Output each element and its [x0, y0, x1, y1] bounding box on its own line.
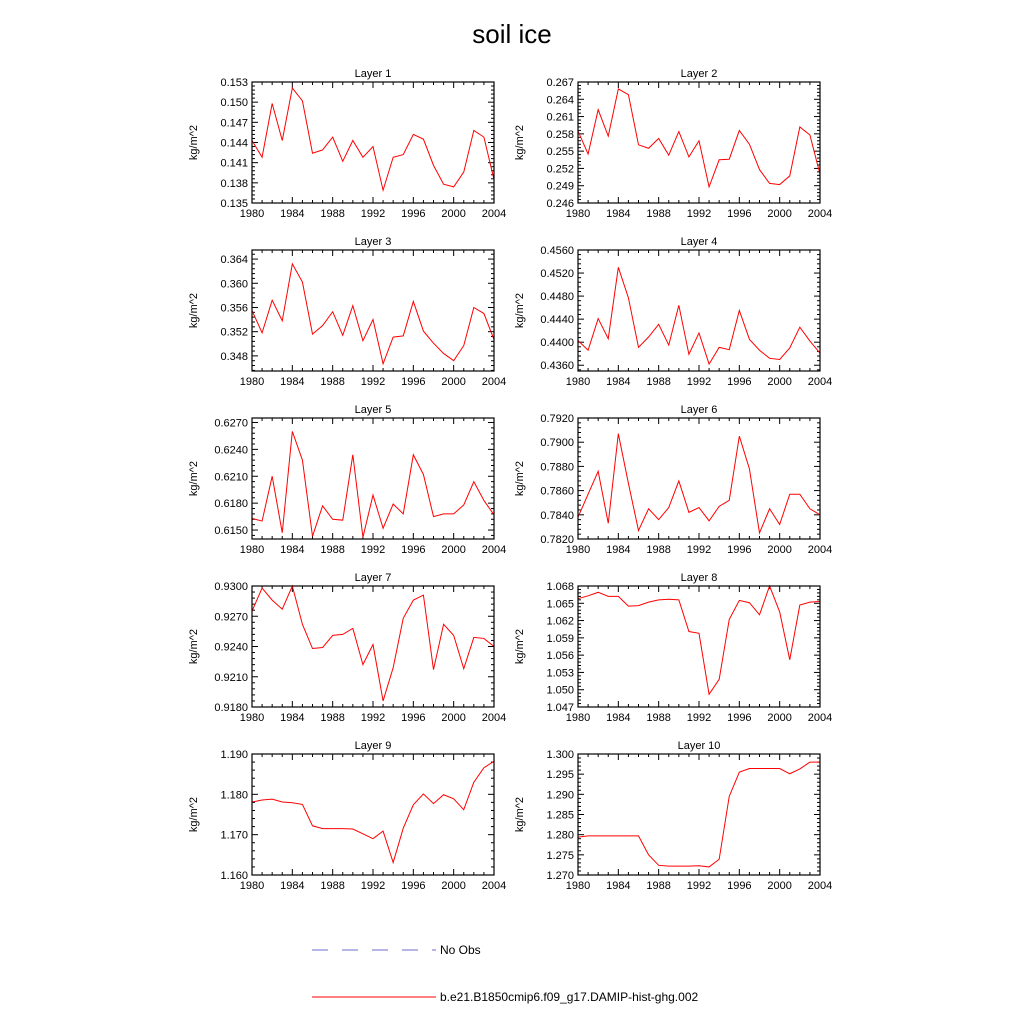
y-tick-label: 0.267 [546, 77, 574, 89]
series-line [578, 267, 820, 364]
x-tick-label: 2000 [441, 208, 466, 220]
x-tick-label: 2000 [767, 544, 792, 556]
series-line [252, 586, 494, 701]
panel-layer-3 [188, 236, 506, 388]
x-tick-label: 2004 [481, 880, 507, 892]
plot-frame [578, 754, 820, 875]
panel-title: Layer 5 [354, 404, 392, 416]
x-tick-label: 1996 [401, 880, 426, 892]
y-tick-label: 1.300 [546, 749, 574, 761]
x-tick-label: 1984 [280, 208, 305, 220]
x-tick-label: 1980 [239, 880, 265, 892]
plot-frame [578, 586, 820, 707]
x-tick-label: 1996 [727, 376, 752, 388]
y-tick-label: 0.7880 [540, 461, 574, 474]
y-tick-label: 0.4400 [540, 337, 574, 350]
y-axis-label: kg/m^2 [514, 124, 526, 161]
x-tick-label: 1988 [646, 880, 671, 892]
legend-item [312, 943, 481, 957]
x-tick-label: 2004 [807, 880, 833, 892]
y-tick-label: 1.059 [546, 632, 574, 645]
y-tick-label: 1.285 [546, 809, 574, 822]
x-tick-label: 1996 [401, 376, 426, 388]
x-tick-label: 1996 [401, 208, 426, 220]
x-tick-label: 1992 [686, 208, 712, 220]
legend-item [312, 990, 698, 1004]
x-tick-label: 1980 [239, 712, 265, 724]
y-tick-label: 0.7820 [540, 534, 574, 546]
y-tick-label: 0.261 [546, 111, 574, 124]
y-tick-label: 0.4440 [540, 314, 574, 327]
series-line [252, 431, 494, 537]
y-tick-label: 0.9270 [214, 611, 248, 624]
y-tick-label: 1.160 [220, 870, 248, 882]
panel-title: Layer 8 [680, 572, 718, 584]
series-line [578, 434, 820, 533]
x-tick-label: 1980 [239, 208, 265, 220]
panel-layer-2 [514, 68, 832, 220]
y-tick-label: 0.264 [546, 94, 574, 107]
y-tick-label: 1.190 [220, 749, 248, 761]
y-tick-label: 1.290 [546, 789, 574, 802]
x-tick-label: 1988 [320, 544, 345, 556]
y-tick-label: 1.295 [546, 769, 574, 782]
y-tick-label: 0.135 [220, 198, 248, 210]
panel-title: Layer 10 [677, 740, 721, 752]
y-tick-label: 0.7920 [540, 413, 574, 425]
plot-frame [252, 82, 494, 203]
panel-title: Layer 1 [354, 68, 392, 80]
panel-layer-4 [514, 236, 832, 388]
x-tick-label: 1984 [606, 376, 631, 388]
panel-layer-5 [188, 404, 506, 556]
panel-layer-8 [514, 572, 832, 724]
y-tick-label: 1.062 [546, 615, 574, 628]
x-tick-label: 1980 [565, 712, 591, 724]
plot-frame [578, 418, 820, 539]
x-tick-label: 1980 [565, 376, 591, 388]
y-axis-label: kg/m^2 [514, 628, 526, 665]
x-tick-label: 2000 [441, 376, 466, 388]
x-tick-label: 1996 [727, 712, 752, 724]
panel-layer-10 [514, 740, 832, 892]
x-tick-label: 2004 [807, 208, 833, 220]
x-tick-label: 2004 [481, 712, 507, 724]
x-tick-label: 1996 [401, 544, 426, 556]
x-tick-label: 1984 [280, 712, 305, 724]
panel-title: Layer 4 [680, 236, 718, 248]
y-tick-label: 0.356 [220, 302, 248, 315]
x-tick-label: 1992 [686, 712, 712, 724]
y-tick-label: 0.249 [546, 180, 574, 193]
x-tick-label: 2004 [481, 544, 507, 556]
x-tick-label: 1996 [727, 208, 752, 220]
x-tick-label: 1984 [606, 208, 631, 220]
x-tick-label: 2004 [807, 376, 833, 388]
y-tick-label: 0.246 [546, 198, 574, 210]
y-axis-label: kg/m^2 [514, 460, 526, 497]
y-tick-label: 1.170 [220, 829, 248, 842]
legend-label: No Obs [440, 943, 481, 957]
series-line [578, 586, 820, 694]
y-tick-label: 0.6240 [214, 444, 248, 457]
y-tick-label: 0.9210 [214, 671, 248, 684]
x-tick-label: 2000 [441, 712, 466, 724]
y-tick-label: 1.275 [546, 849, 574, 862]
x-tick-label: 1988 [646, 208, 671, 220]
legend-label: b.e21.B1850cmip6.f09_g17.DAMIP-hist-ghg.002 [440, 990, 699, 1004]
y-tick-label: 0.6210 [214, 471, 248, 484]
y-axis-label: kg/m^2 [188, 124, 200, 161]
panel-title: Layer 9 [354, 740, 392, 752]
x-tick-label: 1992 [360, 544, 386, 556]
series-line [252, 264, 494, 364]
figure-title: soil ice [472, 19, 552, 49]
y-tick-label: 0.252 [546, 163, 574, 176]
y-tick-label: 1.050 [546, 684, 574, 697]
panel-layer-9 [188, 740, 506, 892]
panel-layer-1 [188, 68, 506, 220]
x-tick-label: 1988 [320, 880, 345, 892]
x-tick-label: 1980 [565, 208, 591, 220]
panel-layer-7 [188, 572, 506, 724]
x-tick-label: 2004 [481, 208, 507, 220]
y-tick-label: 1.270 [546, 870, 574, 882]
y-tick-label: 1.053 [546, 667, 574, 680]
y-axis-label: kg/m^2 [188, 292, 200, 329]
x-tick-label: 1984 [606, 712, 631, 724]
x-tick-label: 1992 [360, 880, 386, 892]
y-tick-label: 0.4560 [540, 245, 574, 257]
y-tick-label: 1.180 [220, 789, 248, 802]
panels [188, 68, 832, 892]
plot-frame [252, 250, 494, 371]
x-tick-label: 1988 [320, 376, 345, 388]
x-tick-label: 2000 [767, 880, 792, 892]
panel-title: Layer 7 [354, 572, 392, 584]
y-tick-label: 0.9240 [214, 641, 248, 654]
y-tick-label: 0.9300 [214, 581, 248, 593]
y-axis-label: kg/m^2 [188, 628, 200, 665]
panel-title: Layer 6 [680, 404, 718, 416]
x-tick-label: 1988 [646, 376, 671, 388]
y-axis-label: kg/m^2 [188, 460, 200, 497]
y-tick-label: 1.280 [546, 829, 574, 842]
x-tick-label: 1980 [239, 376, 265, 388]
y-tick-label: 0.6270 [214, 417, 248, 430]
y-axis-label: kg/m^2 [514, 796, 526, 833]
x-tick-label: 1992 [686, 880, 712, 892]
plot-frame [252, 754, 494, 875]
y-tick-label: 0.150 [220, 97, 248, 110]
x-tick-label: 2000 [767, 376, 792, 388]
x-tick-label: 2004 [481, 376, 507, 388]
y-tick-label: 0.352 [220, 326, 248, 339]
x-tick-label: 2000 [767, 712, 792, 724]
y-tick-label: 1.068 [546, 581, 574, 593]
y-tick-label: 0.6180 [214, 498, 248, 511]
x-tick-label: 1984 [606, 544, 631, 556]
y-tick-label: 0.255 [546, 146, 574, 159]
x-tick-label: 2000 [441, 880, 466, 892]
plot-frame [252, 418, 494, 539]
y-axis-label: kg/m^2 [188, 796, 200, 833]
y-tick-label: 0.258 [546, 128, 574, 141]
x-tick-label: 1984 [606, 880, 631, 892]
x-tick-label: 1996 [727, 544, 752, 556]
legend [312, 943, 698, 1004]
y-tick-label: 0.144 [220, 137, 248, 150]
y-tick-label: 1.056 [546, 650, 574, 663]
x-tick-label: 2000 [767, 208, 792, 220]
y-tick-label: 0.364 [220, 254, 248, 267]
plot-frame [578, 250, 820, 371]
x-tick-label: 1992 [686, 544, 712, 556]
y-tick-label: 0.141 [220, 157, 248, 170]
x-tick-label: 1988 [646, 712, 671, 724]
y-tick-label: 0.6150 [214, 525, 248, 538]
y-tick-label: 1.065 [546, 598, 574, 611]
series-line [578, 762, 820, 867]
y-tick-label: 0.7840 [540, 509, 574, 522]
y-axis-label: kg/m^2 [514, 292, 526, 329]
x-tick-label: 1988 [646, 544, 671, 556]
y-tick-label: 0.4520 [540, 268, 574, 281]
x-tick-label: 1996 [401, 712, 426, 724]
x-tick-label: 2004 [807, 544, 833, 556]
x-tick-label: 1992 [360, 712, 386, 724]
panel-layer-6 [514, 404, 832, 556]
y-tick-label: 0.147 [220, 117, 248, 130]
x-tick-label: 1984 [280, 880, 305, 892]
y-tick-label: 0.7900 [540, 437, 574, 450]
x-tick-label: 1988 [320, 208, 345, 220]
x-tick-label: 1980 [565, 544, 591, 556]
x-tick-label: 1984 [280, 376, 305, 388]
y-tick-label: 0.9180 [214, 702, 248, 714]
y-tick-label: 0.4480 [540, 291, 574, 304]
y-tick-label: 0.348 [220, 350, 248, 363]
x-tick-label: 2000 [441, 544, 466, 556]
x-tick-label: 1988 [320, 712, 345, 724]
x-tick-label: 2004 [807, 712, 833, 724]
panel-title: Layer 2 [680, 68, 718, 80]
y-tick-label: 0.360 [220, 278, 248, 291]
y-tick-label: 0.4360 [540, 360, 574, 373]
y-tick-label: 1.047 [546, 702, 574, 714]
x-tick-label: 1992 [686, 376, 712, 388]
y-tick-label: 0.7860 [540, 485, 574, 498]
panel-title: Layer 3 [354, 236, 392, 248]
series-line [578, 89, 820, 187]
x-tick-label: 1984 [280, 544, 305, 556]
series-line [252, 88, 494, 190]
series-line [252, 761, 494, 862]
y-tick-label: 0.153 [220, 77, 248, 89]
x-tick-label: 1992 [360, 376, 386, 388]
x-tick-label: 1980 [565, 880, 591, 892]
x-tick-label: 1996 [727, 880, 752, 892]
x-tick-label: 1980 [239, 544, 265, 556]
x-tick-label: 1992 [360, 208, 386, 220]
y-tick-label: 0.138 [220, 177, 248, 190]
